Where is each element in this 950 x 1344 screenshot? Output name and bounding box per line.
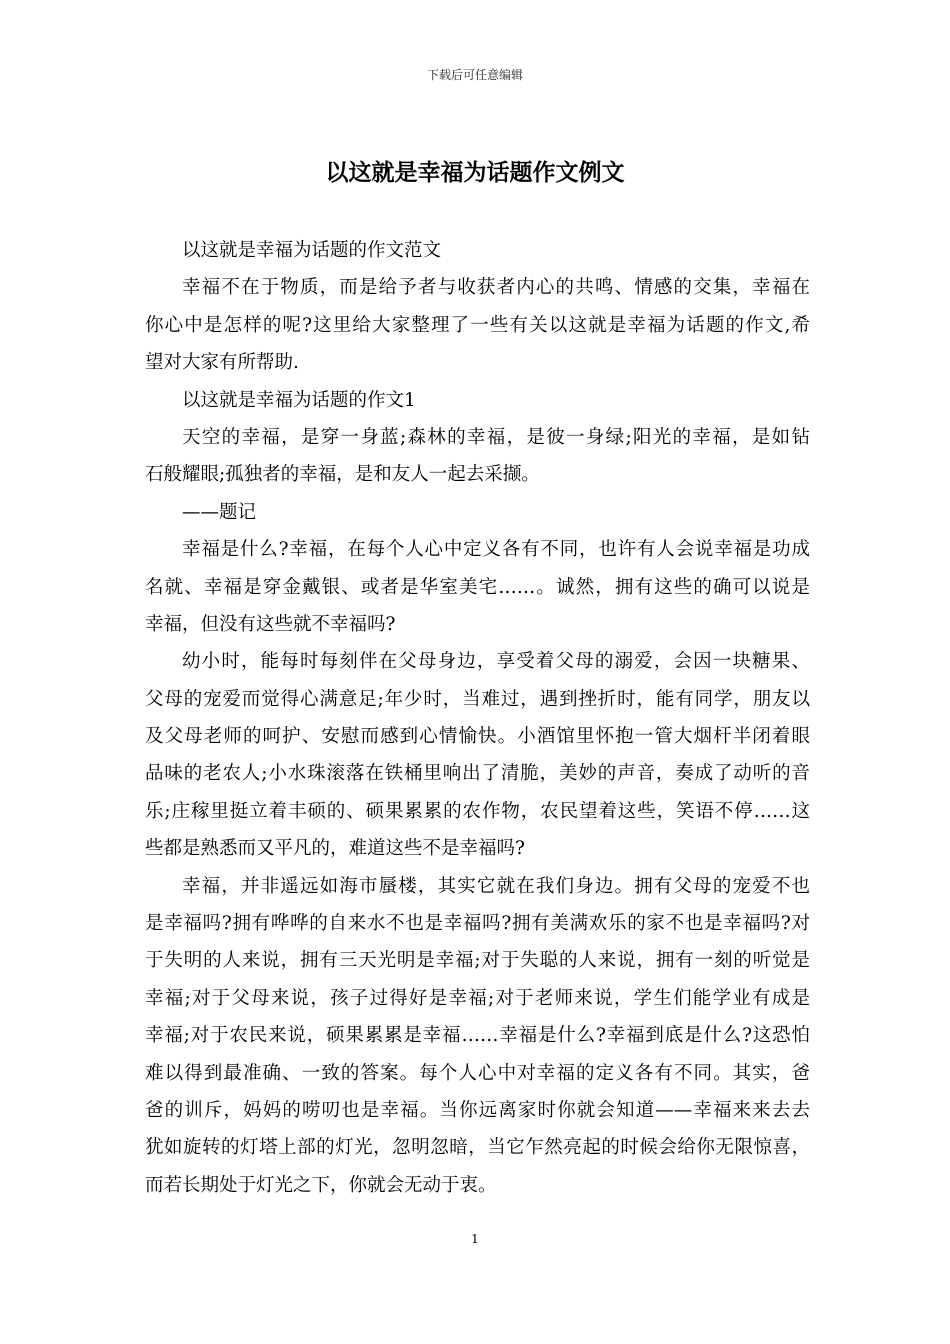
- text-line: 难以得到最准确、一致的答案。每个人心中对幸福的定义各有不同。其实，爸: [145, 1062, 810, 1084]
- text-line: 幸福不在于物质，而是给予者与收获者内心的共鸣、情感的交集，幸福在: [182, 277, 810, 299]
- text-line: 以这就是幸福为话题的作文范文: [182, 240, 442, 261]
- paragraph: [145, 232, 810, 269]
- text-line: 以这就是幸福为话题的作文1: [182, 389, 416, 411]
- text-line: 名就、幸福是穿金戴银、或者是华室美宅……。诚然，拥有这些的确可以说是: [145, 576, 810, 598]
- paragraph: [145, 531, 810, 643]
- document-body: [145, 232, 810, 1204]
- text-line: 你心中是怎样的呢?这里给大家整理了一些有关以这就是幸福为话题的作文,希: [145, 314, 810, 336]
- paragraph: [145, 269, 810, 381]
- text-line: 些都是熟悉而又平凡的，难道这些不是幸福吗?: [145, 838, 525, 860]
- page-header: 下载后可任意编辑: [426, 68, 523, 82]
- text-line: 乐;庄稼里挺立着丰硕的、硕果累累的农作物，农民望着这些，笑语不停……这: [145, 800, 810, 822]
- page-number: 1: [471, 1232, 479, 1246]
- text-line: 幼小时，能每时每刻伴在父母身边，享受着父母的溺爱，会因一块糖果、: [182, 651, 810, 673]
- text-line: 幸福;对于农民来说，硕果累累是幸福……幸福是什么?幸福到底是什么?这恐怕: [145, 1025, 810, 1047]
- text-line: 而若长期处于灯光之下，你就会无动于衷。: [145, 1174, 497, 1196]
- text-line: 幸福，但没有这些就不幸福吗?: [145, 613, 396, 635]
- text-line: 幸福，并非遥远如海市蜃楼，其实它就在我们身边。拥有父母的宠爱不也: [182, 875, 810, 897]
- text-line: 石般耀眼;孤独者的幸福，是和友人一起去采撷。: [145, 464, 540, 486]
- text-line: 望对大家有所帮助.: [145, 352, 299, 374]
- text-line: 父母的宠爱而觉得心满意足;年少时，当难过，遇到挫折时，能有同学，朋友以: [145, 688, 810, 710]
- text-line: 幸福;对于父母来说，孩子过得好是幸福;对于老师来说，学生们能学业有成是: [145, 987, 810, 1009]
- text-line: 爸的训斥，妈妈的唠叨也是幸福。当你远离家时你就会知道——幸福来来去去: [145, 1099, 810, 1121]
- text-line: 于失明的人来说，拥有三天光明是幸福;对于失聪的人来说，拥有一刻的听觉是: [145, 950, 810, 972]
- paragraph: [145, 419, 810, 494]
- text-line: 幸福是什么?幸福，在每个人心中定义各有不同，也许有人会说幸福是功成: [182, 539, 810, 561]
- paragraph: [145, 643, 810, 867]
- document-title: 以这就是幸福为话题作文例文: [325, 159, 625, 186]
- text-line: 及父母老师的呵护、安慰而感到心情愉快。小酒馆里怀抱一管大烟杆半闭着眼: [145, 726, 810, 748]
- text-line: ——题记: [182, 501, 257, 523]
- text-line: 是幸福吗?拥有哗哗的自来水不也是幸福吗?拥有美满欢乐的家不也是幸福吗?对: [145, 913, 810, 935]
- text-line: 犹如旋转的灯塔上部的灯光，忽明忽暗，当它乍然亮起的时候会给你无限惊喜，: [145, 1137, 810, 1159]
- paragraph: [145, 494, 810, 531]
- paragraph: [145, 868, 810, 1205]
- paragraph: [145, 382, 810, 419]
- text-line: 品味的老农人;小水珠滚落在铁桶里响出了清脆，美妙的声音，奏成了动听的音: [145, 763, 810, 785]
- text-line: 天空的幸福，是穿一身蓝;森林的幸福，是彼一身绿;阳光的幸福，是如钻: [182, 426, 810, 448]
